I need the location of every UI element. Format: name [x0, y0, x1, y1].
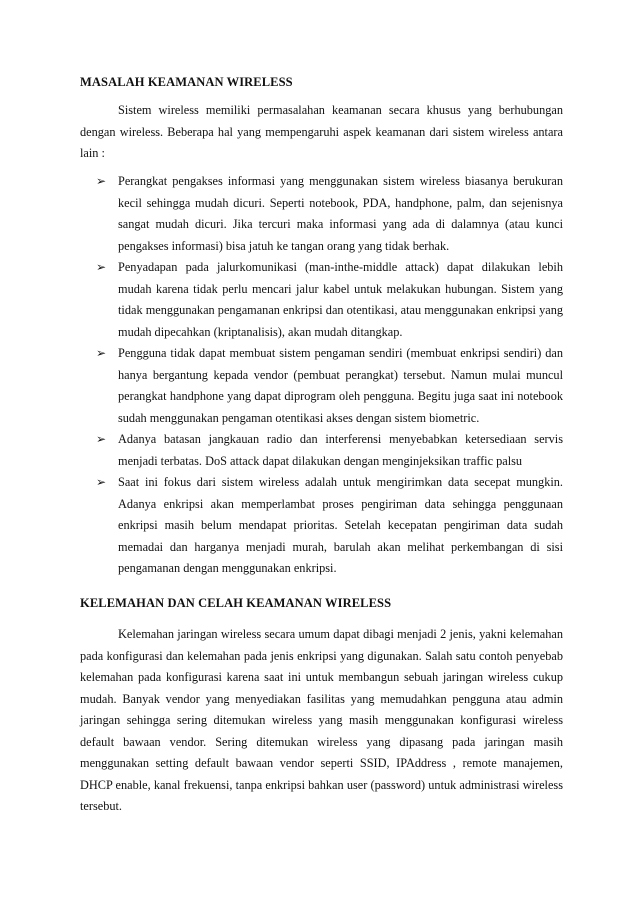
list-item — [96, 257, 563, 343]
section-heading-kelemahan: KELEMAHAN DAN CELAH KEAMANAN WIRELESS — [80, 596, 392, 610]
issue-list — [96, 171, 563, 580]
list-item-text: Pengguna tidak dapat membuat sistem pengaman sendiri (membuat enkripsi sendiri) dan hanya bergantung kepada vendor (pembuat perangkat) tersebut. Namun mulai muncul perangkat handphone yang dapat diprogram oleh pengguna. Begitu juga saat ini notebook sudah menggunakan pengaman otentikasi akses dengan sistem biometric. — [118, 346, 563, 425]
list-item-text: Saat ini fokus dari sistem wireless adalah untuk mengirimkan data secepat mungkin. Adanya enkripsi akan memperlambat proses pengiriman data sehingga penggunaan enkripsi masih belum mendapat prioritas. Setelah kecepatan pengiriman data sudah memadai dan harganya menjadi murah, barulah akan melihat perkembangan di sisi pengamanan dengan menggunakan enkripsi. — [118, 475, 563, 575]
list-item-text: Perangkat pengakses informasi yang menggunakan sistem wireless biasanya berukuran kecil sehingga mudah dicuri. Seperti notebook, PDA, handphone, palm, dan sejenisnya sangat mudah dicuri. Jika tercuri maka informasi yang ada di dalamnya (atau kunci pengakses informasi) bisa jatuh ke tangan orang yang tidak berhak. — [118, 174, 563, 253]
list-item — [96, 429, 563, 472]
arrow-bullet-icon: ➢ — [96, 432, 107, 446]
body-paragraph: Kelemahan jaringan wireless secara umum dapat dibagi menjadi 2 jenis, yakni kelemahan pada konfigurasi dan kelemahan pada jenis enkripsi yang digunakan. Salah satu contoh penyebab kelemahan pada konfigurasi karena saat ini untuk membangun sebuah jaringan wireless cukup mudah. Banyak vendor yang menyediakan fasilitas yang memudahkan pengguna atau admin jaringan sehingga sering ditemukan wireless yang masih menggunakan konfigurasi wireless default bawaan vendor. Sering ditemukan wireless yang dipasang pada jaringan masih menggunakan setting default bawaan vendor seperti SSID, IPAddress , remote manajemen, DHCP enable, kanal frekuensi, tanpa enkripsi bahkan user (password) untuk administrasi wireless tersebut. — [80, 627, 563, 813]
list-item — [96, 171, 563, 257]
list-item-text: Adanya batasan jangkauan radio dan interferensi menyebabkan ketersediaan servis menjadi terbatas. DoS attack dapat dilakukan dengan menginjeksikan traffic palsu — [118, 432, 563, 468]
arrow-bullet-icon: ➢ — [96, 174, 107, 188]
arrow-bullet-icon: ➢ — [96, 346, 107, 360]
intro-paragraph: Sistem wireless memiliki permasalahan keamanan secara khusus yang berhubungan dengan wireless. Beberapa hal yang mempengaruhi aspek keamanan dari sistem wireless antara lain : — [80, 103, 563, 160]
arrow-bullet-icon: ➢ — [96, 475, 107, 489]
arrow-bullet-icon: ➢ — [96, 260, 107, 274]
section-heading-masalah: MASALAH KEAMANAN WIRELESS — [80, 75, 293, 89]
list-item — [96, 343, 563, 429]
list-item — [96, 472, 563, 580]
list-item-text: Penyadapan pada jalurkomunikasi (man-inthe-middle attack) dapat dilakukan lebih mudah karena tidak perlu mencari jalur kabel untuk melakukan hubungan. Sistem yang tidak menggunakan pengamanan enkripsi dan otentikasi, atau menggunakan enkripsi yang mudah dipecahkan (kriptanalisis), akan mudah ditangkap. — [118, 260, 563, 339]
